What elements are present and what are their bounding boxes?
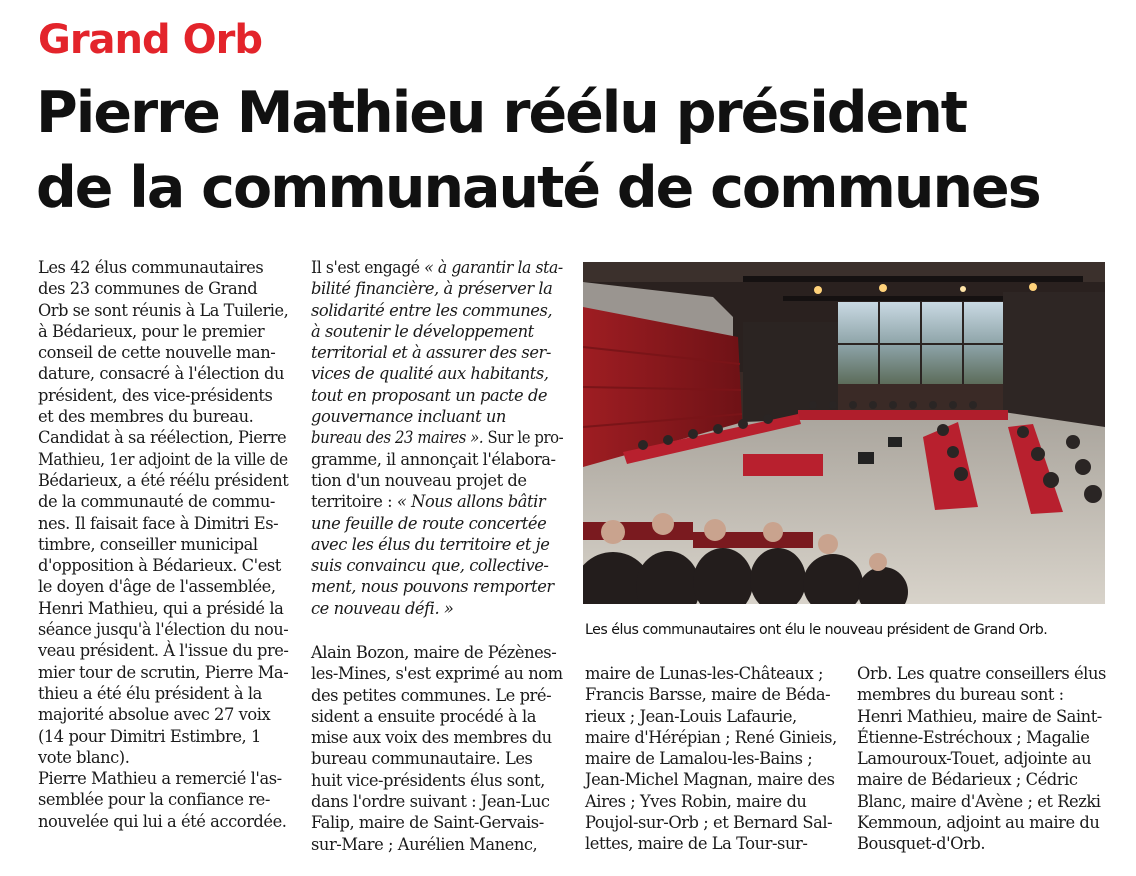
text-line: Candidat à sa réélection, Pierre <box>38 428 287 448</box>
paragraph-thanks <box>38 768 288 832</box>
text-line: membres du bureau sont : <box>857 685 1064 705</box>
text-line: (14 pour Dimitri Estimbre, 1 <box>38 726 261 746</box>
text-line: les-Mines, s'est exprimé au nom <box>311 664 563 684</box>
text-line: sident a ensuite procédé à la <box>311 706 536 726</box>
text-line: thieu a été élu président à la <box>38 683 262 703</box>
text-line: maire de Lamalou-les-Bains ; <box>585 749 813 769</box>
quote-line: ment, nous pouvons remporter <box>311 577 554 597</box>
article-column-1 <box>38 257 288 832</box>
text-line: maire de Bédarieux ; Cédric <box>857 770 1078 790</box>
text-line: semblée pour la confiance re- <box>38 790 270 810</box>
text-line: majorité absolue avec 27 voix <box>38 705 271 725</box>
photo-caption: Les élus communautaires ont élu le nouveau président de Grand Orb. <box>585 622 1048 638</box>
text-line: lettes, maire de La Tour-sur- <box>585 834 808 854</box>
paragraph-vice-presidents-cont <box>585 663 837 855</box>
lead-text: Il s'est engagé <box>311 258 420 277</box>
text-line: Jean-Michel Magnan, maire des <box>585 770 835 790</box>
quote-line: vices de qualité aux habitants, <box>311 364 549 384</box>
text-line: Orb se sont réunis à La Tuilerie, <box>38 300 289 320</box>
text-line: conseil de cette nouvelle man- <box>38 343 276 363</box>
paragraph-bureau-members <box>857 663 1109 855</box>
quote-line: solidarité entre les communes, <box>311 300 553 320</box>
text-line: rieux ; Jean-Louis Lafaurie, <box>585 706 797 726</box>
headline-line-2: de la communauté de communes <box>36 155 1040 221</box>
quote-text: bureau des 23 maires ». <box>311 428 484 448</box>
article-column-3 <box>585 663 837 855</box>
text-line: séance jusqu'à l'élection du nou- <box>38 620 289 640</box>
text-line: huit vice-présidents élus sont, <box>311 770 545 790</box>
text-line: Henri Mathieu, qui a présidé la <box>38 598 284 618</box>
text-line: maire de Lunas-les-Châteaux ; <box>585 664 824 683</box>
text-line: le doyen d'âge de l'assemblée, <box>38 577 276 597</box>
quote-line: ce nouveau défi. » <box>311 598 454 618</box>
text-line: Henri Mathieu, maire de Saint- <box>857 706 1102 726</box>
text-line: gramme, il annonçait l'élabora- <box>311 449 556 469</box>
quote-line: à soutenir le développement <box>311 321 534 341</box>
text-line: Orb. Les quatre conseillers élus <box>857 664 1106 683</box>
text-line: Falip, maire de Saint-Gervais- <box>311 813 544 833</box>
text-line: à Bédarieux, pour le premier <box>38 321 265 341</box>
quote-line: bilité financière, à préserver la <box>311 279 553 299</box>
paragraph-vice-presidents <box>311 642 563 855</box>
text-line: dans l'ordre suivant : Jean-Luc <box>311 792 550 812</box>
text-line: Bédarieux, a été réélu président <box>38 470 289 490</box>
article-column-2 <box>311 257 563 619</box>
text-line: Pierre Mathieu a remercié l'as- <box>38 769 282 789</box>
body-text: territoire : <box>311 492 393 512</box>
text-line: sur-Mare ; Aurélien Manenc, <box>311 834 538 854</box>
text-line: des petites communes. Le pré- <box>311 685 552 705</box>
quote-text: « Nous allons bâtir <box>396 492 546 512</box>
article-column-4 <box>857 663 1109 855</box>
text-line: des 23 communes de Grand <box>38 279 258 299</box>
photo-illustration <box>583 262 1105 604</box>
text-line: de la communauté de commu- <box>38 492 275 512</box>
quote-text: « à garantir la sta- <box>424 258 563 277</box>
text-line: Aires ; Yves Robin, maire du <box>585 791 807 811</box>
body-text: Sur le pro- <box>487 428 564 448</box>
text-line: bureau communautaire. Les <box>311 749 533 769</box>
text-line: timbre, conseiller municipal <box>38 534 258 554</box>
text-line: vote blanc). <box>38 747 130 767</box>
text-line <box>311 257 563 278</box>
text-line: maire d'Hérépian ; René Ginieis, <box>585 727 837 747</box>
text-line: d'opposition à Bédarieux. C'est <box>38 556 281 576</box>
text-line: dature, consacré à l'élection du <box>38 364 284 384</box>
text-line: Poujol-sur-Orb ; et Bernard Sal- <box>585 813 833 833</box>
text-line: nes. Il faisait face à Dimitri Es- <box>38 513 279 533</box>
quote-line: avec les élus du territoire et je <box>311 534 550 554</box>
paragraph-intro <box>38 257 288 768</box>
headline-line-1: Pierre Mathieu réélu président <box>36 80 967 146</box>
text-line: mier tour de scrutin, Pierre Ma- <box>38 662 289 682</box>
text-line <box>311 427 564 448</box>
text-line: Francis Barsse, maire de Béda- <box>585 685 831 705</box>
quote-line: gouvernance incluant un <box>311 407 506 427</box>
text-line <box>311 491 563 512</box>
text-line: Kemmoun, adjoint au maire du <box>857 813 1100 833</box>
text-line: Blanc, maire d'Avène ; et Rezki <box>857 791 1101 811</box>
article-column-2-bottom <box>311 642 563 855</box>
text-line: mise aux voix des membres du <box>311 728 552 748</box>
quote-line: tout en proposant un pacte de <box>311 385 548 405</box>
text-line: Les 42 élus communautaires <box>38 258 264 277</box>
article-headline <box>36 76 1116 226</box>
paragraph-commitment <box>311 257 563 619</box>
text-line: et des membres du bureau. <box>38 407 254 427</box>
text-line: nouvelée qui lui a été accordée. <box>38 811 287 831</box>
text-line: Étienne-Estréchoux ; Magalie <box>857 727 1090 747</box>
quote-line: une feuille de route concertée <box>311 513 547 533</box>
council-meeting-photo <box>583 262 1105 604</box>
text-line: Lamouroux-Touet, adjointe au <box>857 749 1092 769</box>
text-line: veau président. À l'issue du pre- <box>38 641 289 661</box>
text-line: Mathieu, 1er adjoint de la ville de <box>38 449 288 469</box>
text-line: Alain Bozon, maire de Pézènes- <box>311 643 557 662</box>
text-line: président, des vice-présidents <box>38 385 273 405</box>
quote-line: suis convaincu que, collective- <box>311 556 549 576</box>
quote-line: territorial et à assurer des ser- <box>311 343 551 363</box>
section-kicker: Grand Orb <box>38 17 262 63</box>
text-line: tion d'un nouveau projet de <box>311 470 527 490</box>
text-line: Bousquet-d'Orb. <box>857 834 986 854</box>
